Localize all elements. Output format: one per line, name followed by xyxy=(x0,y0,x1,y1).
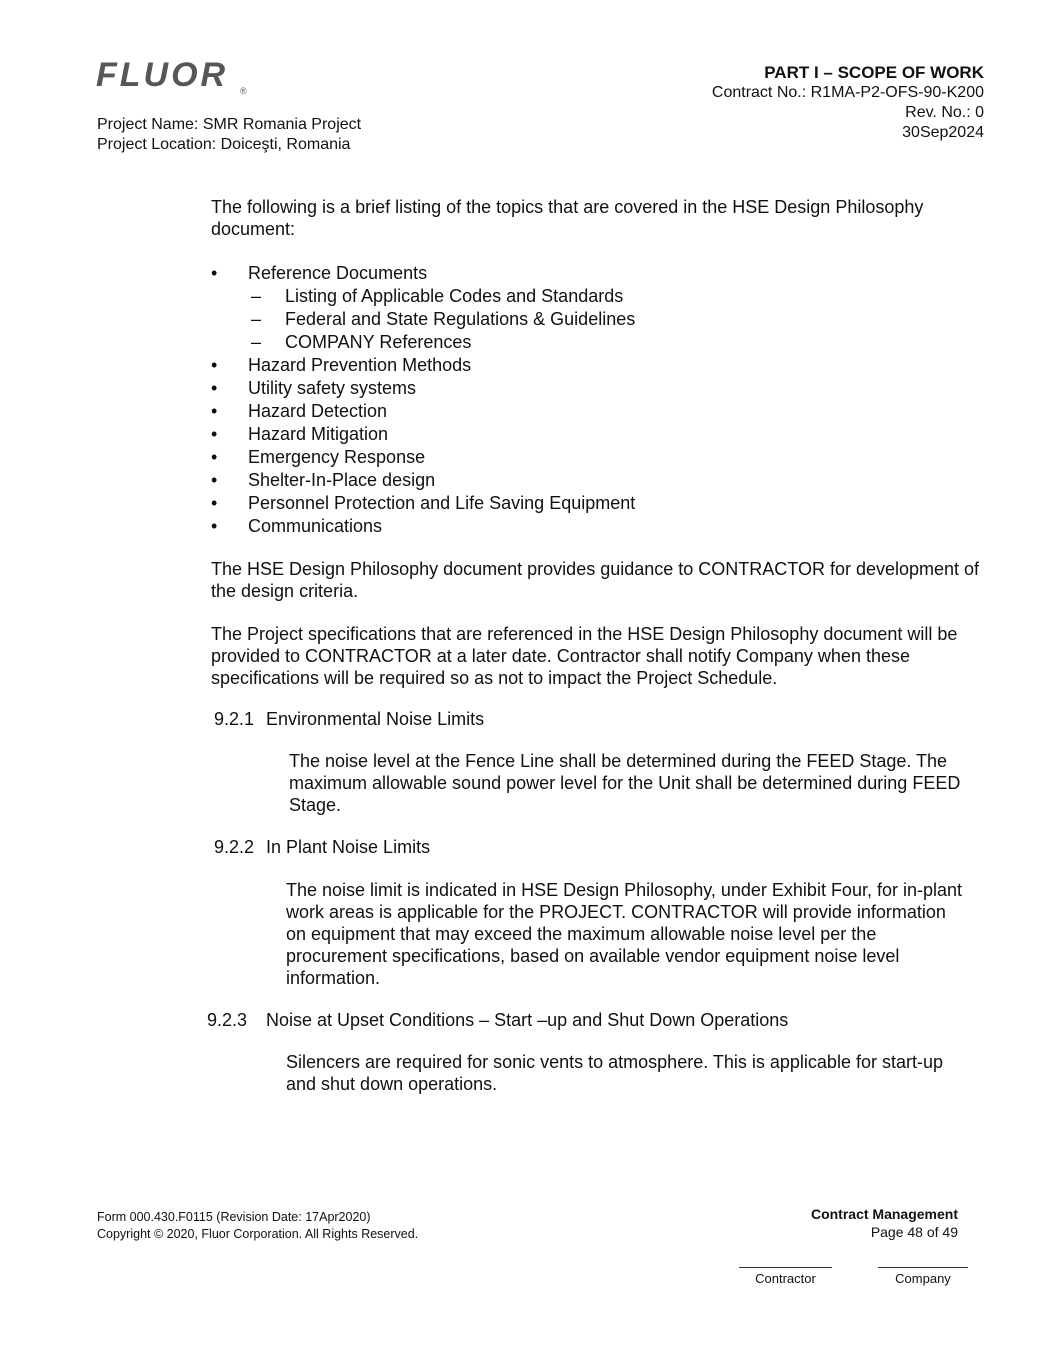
contract-number: Contract No.: R1MA-P2-OFS-90-K200 xyxy=(711,84,984,101)
project-info xyxy=(97,115,361,155)
project-location: Project Location: Doiceşti, Romania xyxy=(97,136,351,153)
specifications-paragraph: The Project specifications that are referenced in the HSE Design Philosophy document will be provided to CONTRACTOR at a later date. Contractor shall notify Company when these specifications will be required so as not to impact the Project Schedule. xyxy=(211,624,958,688)
section-number: 9.2.1 xyxy=(214,709,255,729)
list-item xyxy=(211,285,981,308)
section-heading-9-2-3 xyxy=(207,1009,788,1031)
section-title: Noise at Upset Conditions – Start –up and Shut Down Operations xyxy=(266,1010,789,1030)
footer-left xyxy=(97,1209,418,1243)
list-item-text: Emergency Response xyxy=(248,447,426,467)
list-item xyxy=(211,377,981,400)
list-item xyxy=(211,354,981,377)
topics-list xyxy=(211,262,981,538)
part-title: PART I – SCOPE OF WORK xyxy=(764,63,984,82)
list-item-text: Hazard Prevention Methods xyxy=(248,355,472,375)
list-item-text: Shelter-In-Place design xyxy=(248,470,436,490)
list-item xyxy=(211,492,981,515)
section-title: Environmental Noise Limits xyxy=(266,709,485,729)
list-item-text: Hazard Mitigation xyxy=(248,424,389,444)
project-name: Project Name: SMR Romania Project xyxy=(97,116,362,133)
dash-bullet: – xyxy=(251,286,262,306)
list-item-text: Federal and State Regulations & Guidelines xyxy=(285,309,636,329)
signature-line xyxy=(739,1267,832,1268)
intro-paragraph: The following is a brief listing of the topics that are covered in the HSE Design Philosophy document: xyxy=(211,197,924,239)
bullet: • xyxy=(211,470,218,490)
document-header xyxy=(712,63,984,143)
list-item xyxy=(211,423,981,446)
contractor-signature xyxy=(739,1267,832,1286)
bullet: • xyxy=(211,424,218,444)
fluor-logo: FLUOR xyxy=(96,56,229,94)
copyright: Copyright © 2020, Fluor Corporation. All Rights Reserved. xyxy=(97,1227,419,1241)
list-item xyxy=(211,262,981,285)
document-date: 30Sep2024 xyxy=(902,124,984,141)
list-item xyxy=(211,331,981,354)
list-item-text: Hazard Detection xyxy=(248,401,388,421)
list-item-text: Personnel Protection and Life Saving Equipment xyxy=(248,493,636,513)
list-item-text: Reference Documents xyxy=(248,263,428,283)
page-number: Page 48 of 49 xyxy=(870,1224,958,1240)
dash-bullet: – xyxy=(251,309,262,329)
bullet: • xyxy=(211,263,218,283)
bullet: • xyxy=(211,378,218,398)
department: Contract Management xyxy=(810,1206,958,1222)
list-item-text: Utility safety systems xyxy=(248,378,417,398)
list-item xyxy=(211,515,981,538)
footer-right xyxy=(811,1205,958,1241)
list-item-text: COMPANY References xyxy=(285,332,472,352)
section-body-9-2-2: The noise limit is indicated in HSE Design Philosophy, under Exhibit Four, for in-plant work areas is applicable for the PROJECT. CONTRACTOR will provide information on equipment that may exceed the maximum allowable noise level per the procurement specifications, based on available vendor equipment noise level information. xyxy=(286,880,963,988)
list-item xyxy=(211,446,981,469)
bullet: • xyxy=(211,493,218,513)
section-heading-9-2-2 xyxy=(214,836,430,858)
list-item xyxy=(211,400,981,423)
guidance-paragraph: The HSE Design Philosophy document provides guidance to CONTRACTOR for development of the design criteria. xyxy=(211,559,980,601)
signature-line xyxy=(878,1267,968,1268)
bullet: • xyxy=(211,516,218,536)
company-signature xyxy=(878,1267,968,1286)
section-body-9-2-3: Silencers are required for sonic vents to atmosphere. This is applicable for start-up and shut down operations. xyxy=(286,1052,943,1094)
bullet: • xyxy=(211,401,218,421)
revision-number: Rev. No.: 0 xyxy=(905,104,984,121)
list-item-text: Communications xyxy=(248,516,383,536)
section-number: 9.2.3 xyxy=(207,1010,248,1030)
section-number: 9.2.2 xyxy=(214,837,255,857)
section-body-9-2-1: The noise level at the Fence Line shall be determined during the FEED Stage. The maximum allowable sound power level for the Unit shall be determined during FEED Stage. xyxy=(289,751,961,815)
registered-mark: ® xyxy=(240,86,247,96)
signature-label: Company xyxy=(895,1271,951,1286)
section-title: In Plant Noise Limits xyxy=(266,837,431,857)
list-item-text: Listing of Applicable Codes and Standards xyxy=(285,286,624,306)
bullet: • xyxy=(211,355,218,375)
bullet: • xyxy=(211,447,218,467)
form-number: Form 000.430.F0115 (Revision Date: 17Apr2020) xyxy=(97,1210,371,1224)
list-item xyxy=(211,469,981,492)
dash-bullet: – xyxy=(251,332,262,352)
section-heading-9-2-1 xyxy=(214,708,484,730)
list-item xyxy=(211,308,981,331)
signature-label: Contractor xyxy=(755,1271,816,1286)
